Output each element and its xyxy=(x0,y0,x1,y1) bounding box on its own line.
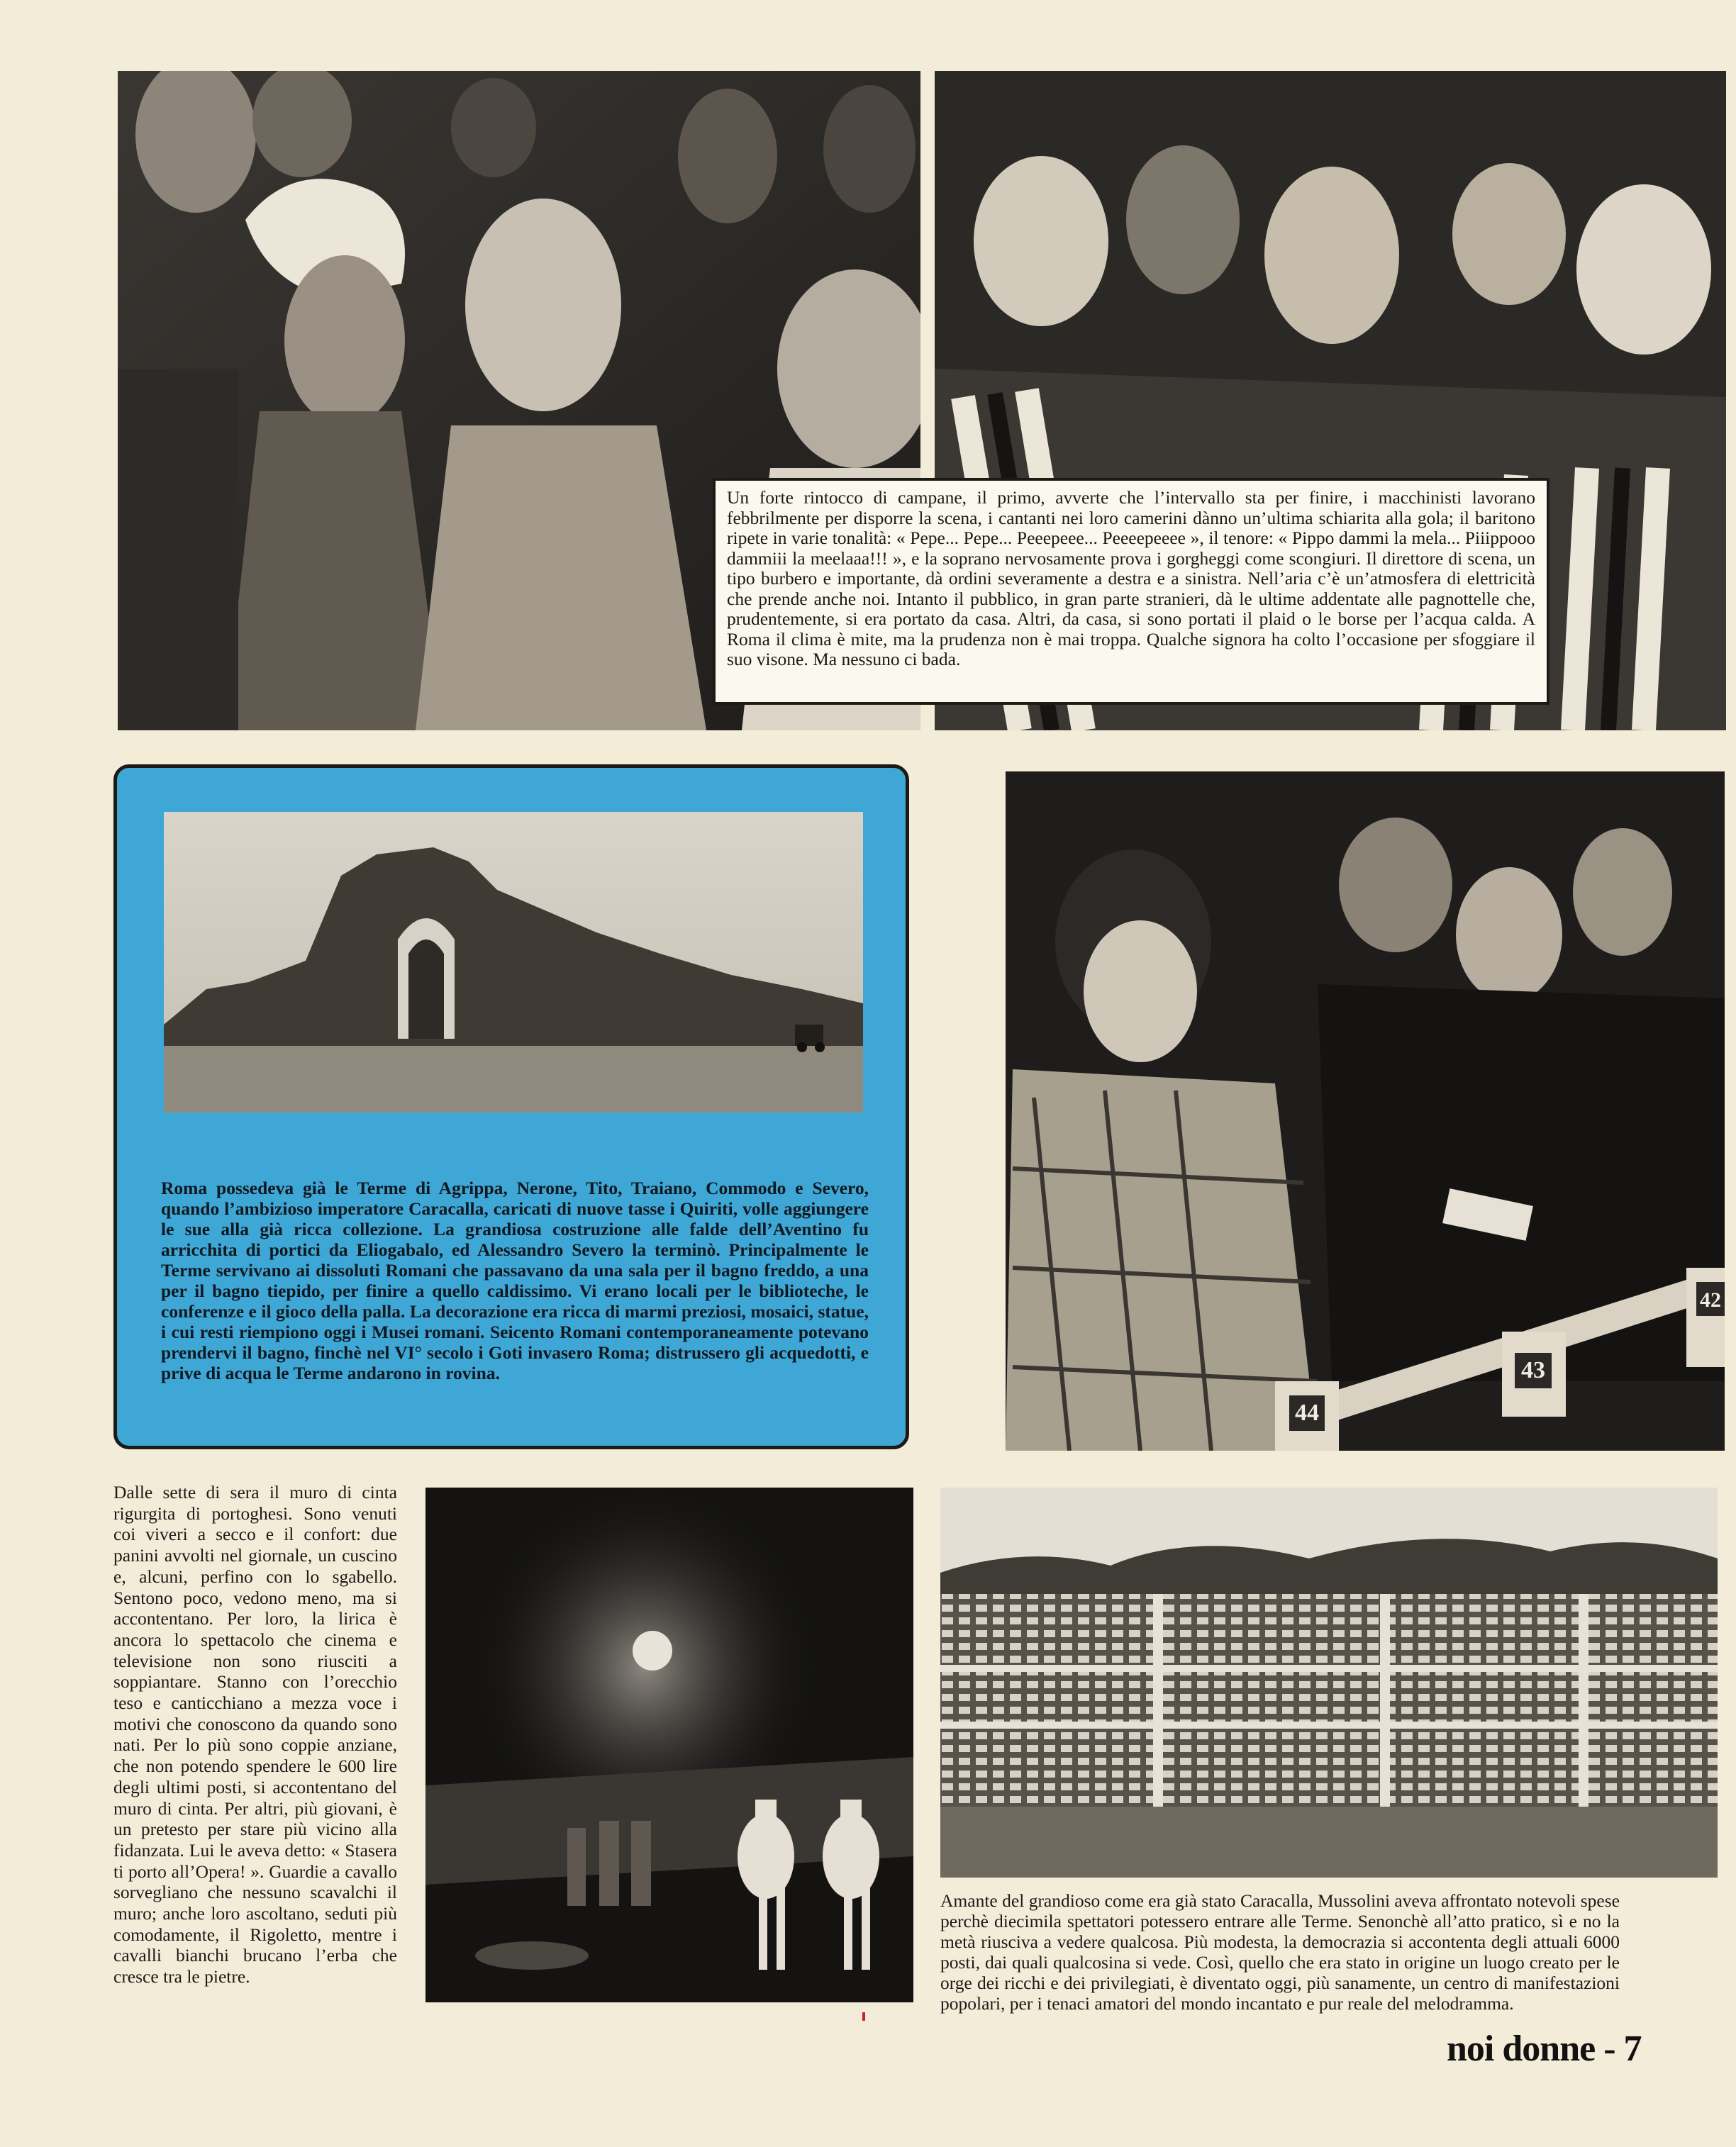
red-print-speck xyxy=(862,2012,865,2021)
blue-info-panel xyxy=(113,764,909,1449)
top-caption-text: Un forte rintocco di campane, il primo, avverte che l’intervallo sta per finire, i macchinisti lavorano febbrilmente per disporre la scena, i cantanti nei loro camerini dànno un’ultima schiarita alla gola; il baritono ripete in varie tonalità: « Pepe... Pepe... Peeepeee... Peeeepeeee », il tenore: « Pippo dammi la mela... Piiippooo dammiii la meelaaa!!! », e la soprano nervosamente prova i gorgheggi come scongiuri. Il direttore di scena, un tipo burbero e importante, dà ordini severamente a destra e a sinistra. Nell’aria c’è un’atmosfera di elettricità che prende anche noi. Intanto il pubblico, in gran parte stranieri, dà le ultime addentate alle pagnottelle che, prudentemente, si era portato da casa. Altri, da casa, si sono portati il plaid o le borse per l’acqua calda. A Roma il clima è mite, ma la prudenza non è mai troppa. Qualche signora ha colto l’occasione per sfoggiare il suo visone. Ma nessuno ci bada. xyxy=(727,487,1535,669)
top-caption-box xyxy=(713,478,1549,705)
show-through-heading xyxy=(919,749,936,813)
photo-empty-seats xyxy=(940,1488,1718,1878)
column-text-wall: Dalle sette di sera il muro di cinta rigurgita di portoghesi. Sono venuti coi viveri a secco e il confort: due panini avvolti nel giornale, un cuscino e, alcuni, perfino con lo sgabello. Sentono poco, vedono meno, ma si accontentano. Per loro, la lirica è ancora lo spettacolo che cinema e televisione non sono riusciti a soppiantare. Stanno con l’orecchio teso e canticchiano a mezza voce i motivi che conoscono da quando sono nati. Per lo più sono coppie anziane, che non potendo spendere le 600 lire degli ultimi posti, si accontentano del muro di cinta. Per altri, più giovani, è un pretesto per stare più vicino alla fidanzata. Lui le aveva detto: « Stasera ti porto all’Opera! ». Guardie a cavallo sorvegliano che nessuno scavalchi il muro; anche loro ascoltano, seduti più comodamente, il Rigoletto, mentre i cavalli bianchi brucano l’erba che cresce tra le pietre. xyxy=(113,1482,397,1987)
photo-baths-of-caracalla xyxy=(164,812,863,1112)
seat-number-44: 44 xyxy=(1295,1400,1319,1426)
bottom-caption-seats: Amante del grandioso come era già stato Caracalla, Mussolini aveva affrontato notevoli spese perchè diecimila spettatori potessero entrare alle Terme. Senonchè all’atto pratico, sì e no la metà riusciva a vedere qualcosa. Più modesta, la democrazia si accontenta degli attuali 6000 posti, dai quali qualcosina si vede. Così, quello che era stato in origine un luogo creato per le orge dei ricchi e dei privilegiati, è diventato oggi, più sanamente, un centro di manifestazioni popolari, per i tenaci amatori del mondo incantato e pur reale del melodramma. xyxy=(940,1890,1620,2014)
seat-number-43: 43 xyxy=(1521,1357,1545,1383)
blue-panel-text: Roma possedeva già le Terme di Agrippa, Nerone, Tito, Traiano, Commodo e Severo, quando l’ambizioso imperatore Caracalla, caricati di nuove tasse i Quiriti, volle aggiungere le sue alla già ricca collezione. La grandiosa costruzione alle falde dell’Aventino fu arricchita di portici da Eliogabalo, ed Alessandro Severo la terminò. Principalmente le Terme servivano ai dissoluti Romani che passavano da una sala per il bagno freddo, a una per il bagno tiepido, per finire a quello caldissimo. Vi erano locali per le biblioteche, le conferenze e il gioco della palla. La decorazione era ricca di marmi preziosi, mosaici, statue, i cui resti riempiono oggi i Musei romani. Seicento Romani contemporaneamente potevano prendervi il bagno, finchè nel VI° secolo i Goti invasero Roma; distrussero gli acquedotti, e prive di acqua le Terme andarono in rovina. xyxy=(161,1178,869,1383)
photo-clergy-seats xyxy=(1006,771,1725,1451)
magazine-page-footer: noi donne - 7 xyxy=(1447,2029,1642,2069)
seat-number-42: 42 xyxy=(1700,1288,1721,1312)
photo-night-horse-guards xyxy=(425,1488,913,2002)
